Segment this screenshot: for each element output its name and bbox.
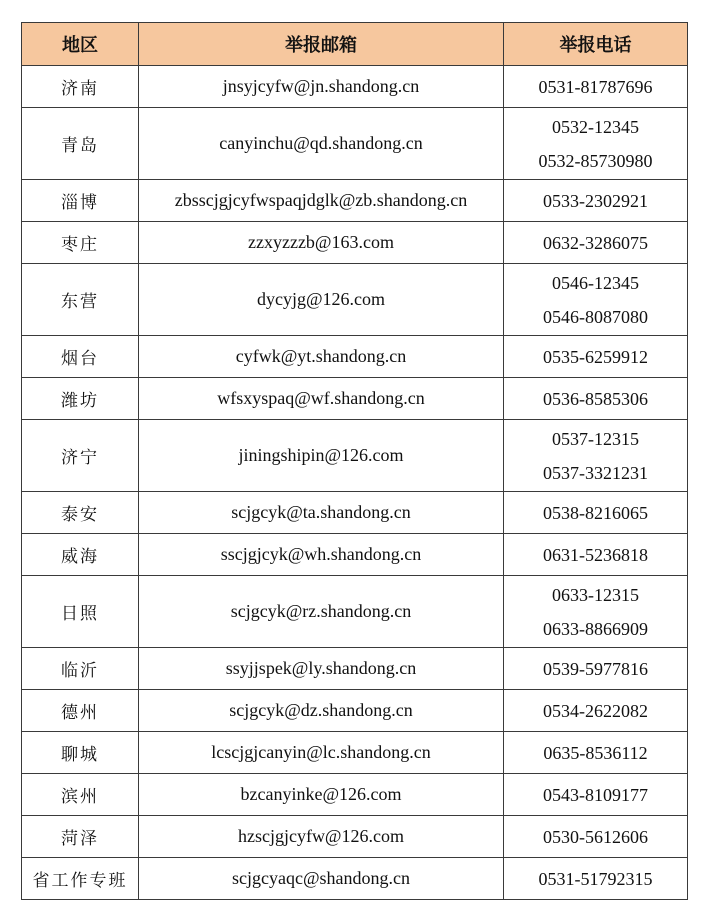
phone-number[interactable]: 0546-8087080 (543, 306, 648, 327)
email-cell[interactable]: wfsxyspaq@wf.shandong.cn (139, 378, 504, 420)
phone-number[interactable]: 0633-12315 (552, 584, 639, 605)
phone-number[interactable]: 0632-3286075 (543, 232, 648, 253)
email-cell[interactable]: bzcanyinke@126.com (139, 774, 504, 816)
phone-cell (504, 264, 688, 336)
phone-number[interactable]: 0534-2622082 (543, 700, 648, 721)
region-cell: 日照 (22, 576, 139, 648)
table-row (22, 264, 688, 336)
phone-number[interactable]: 0532-85730980 (538, 150, 653, 171)
region-cell: 淄博 (22, 180, 139, 222)
phone-cell (504, 774, 688, 816)
table-row (22, 66, 688, 108)
table-row (22, 534, 688, 576)
phone-number[interactable]: 0531-81787696 (538, 76, 653, 97)
phone-cell (504, 732, 688, 774)
table-row (22, 648, 688, 690)
table-row (22, 492, 688, 534)
phone-number[interactable]: 0533-2302921 (543, 190, 648, 211)
email-cell[interactable]: zbsscjgjcyfwspaqjdglk@zb.shandong.cn (139, 180, 504, 222)
table-row (22, 690, 688, 732)
email-cell[interactable]: scjgcyk@dz.shandong.cn (139, 690, 504, 732)
phone-cell (504, 690, 688, 732)
email-cell[interactable]: lcscjgjcanyin@lc.shandong.cn (139, 732, 504, 774)
phone-cell (504, 816, 688, 858)
table-row (22, 420, 688, 492)
table-row (22, 378, 688, 420)
email-cell[interactable]: scjgcyk@rz.shandong.cn (139, 576, 504, 648)
region-cell: 烟台 (22, 336, 139, 378)
phone-number[interactable]: 0635-8536112 (543, 742, 648, 763)
table-row (22, 774, 688, 816)
phone-cell (504, 648, 688, 690)
table-row (22, 816, 688, 858)
phone-number[interactable]: 0546-12345 (552, 272, 639, 293)
column-header-region: 地区 (22, 23, 139, 66)
table-row (22, 222, 688, 264)
phone-cell (504, 108, 688, 180)
phone-number[interactable]: 0538-8216065 (543, 502, 648, 523)
table-row (22, 108, 688, 180)
phone-cell (504, 378, 688, 420)
email-cell[interactable]: zzxyzzzb@163.com (139, 222, 504, 264)
region-cell: 威海 (22, 534, 139, 576)
phone-cell (504, 858, 688, 900)
email-cell[interactable]: ssyjjspek@ly.shandong.cn (139, 648, 504, 690)
phone-cell (504, 420, 688, 492)
phone-cell (504, 576, 688, 648)
email-cell[interactable]: scjgcyaqc@shandong.cn (139, 858, 504, 900)
region-cell: 潍坊 (22, 378, 139, 420)
email-cell[interactable]: jnsyjcyfw@jn.shandong.cn (139, 66, 504, 108)
region-cell: 济南 (22, 66, 139, 108)
phone-number[interactable]: 0631-5236818 (543, 544, 648, 565)
column-header-phone: 举报电话 (504, 23, 688, 66)
phone-number[interactable]: 0531-51792315 (538, 868, 653, 889)
phone-cell (504, 66, 688, 108)
table-header-row (22, 23, 688, 66)
region-cell: 临沂 (22, 648, 139, 690)
email-cell[interactable]: sscjgjcyk@wh.shandong.cn (139, 534, 504, 576)
region-cell: 滨州 (22, 774, 139, 816)
region-cell: 济宁 (22, 420, 139, 492)
email-cell[interactable]: scjgcyk@ta.shandong.cn (139, 492, 504, 534)
phone-number[interactable]: 0530-5612606 (543, 826, 648, 847)
phone-number[interactable]: 0543-8109177 (543, 784, 648, 805)
region-cell: 德州 (22, 690, 139, 732)
email-cell[interactable]: hzscjgjcyfw@126.com (139, 816, 504, 858)
email-cell[interactable]: jiningshipin@126.com (139, 420, 504, 492)
table-row (22, 732, 688, 774)
email-cell[interactable]: dycyjg@126.com (139, 264, 504, 336)
phone-number[interactable]: 0539-5977816 (543, 658, 648, 679)
phone-cell (504, 222, 688, 264)
phone-number[interactable]: 0537-12315 (552, 428, 639, 449)
phone-number[interactable]: 0536-8585306 (543, 388, 648, 409)
region-cell: 泰安 (22, 492, 139, 534)
region-cell: 聊城 (22, 732, 139, 774)
phone-number[interactable]: 0633-8866909 (543, 618, 648, 639)
phone-cell (504, 492, 688, 534)
table-row (22, 336, 688, 378)
table-row (22, 576, 688, 648)
table-row (22, 180, 688, 222)
phone-number[interactable]: 0537-3321231 (543, 462, 648, 483)
phone-cell (504, 180, 688, 222)
phone-cell (504, 336, 688, 378)
email-cell[interactable]: cyfwk@yt.shandong.cn (139, 336, 504, 378)
column-header-email: 举报邮箱 (139, 23, 504, 66)
region-cell: 青岛 (22, 108, 139, 180)
table-row (22, 858, 688, 900)
region-cell: 菏泽 (22, 816, 139, 858)
phone-number[interactable]: 0532-12345 (552, 116, 639, 137)
report-contact-table (21, 22, 688, 900)
table-body (22, 66, 688, 900)
email-cell[interactable]: canyinchu@qd.shandong.cn (139, 108, 504, 180)
region-cell: 省工作专班 (22, 858, 139, 900)
phone-cell (504, 534, 688, 576)
phone-number[interactable]: 0535-6259912 (543, 346, 648, 367)
region-cell: 枣庄 (22, 222, 139, 264)
region-cell: 东营 (22, 264, 139, 336)
